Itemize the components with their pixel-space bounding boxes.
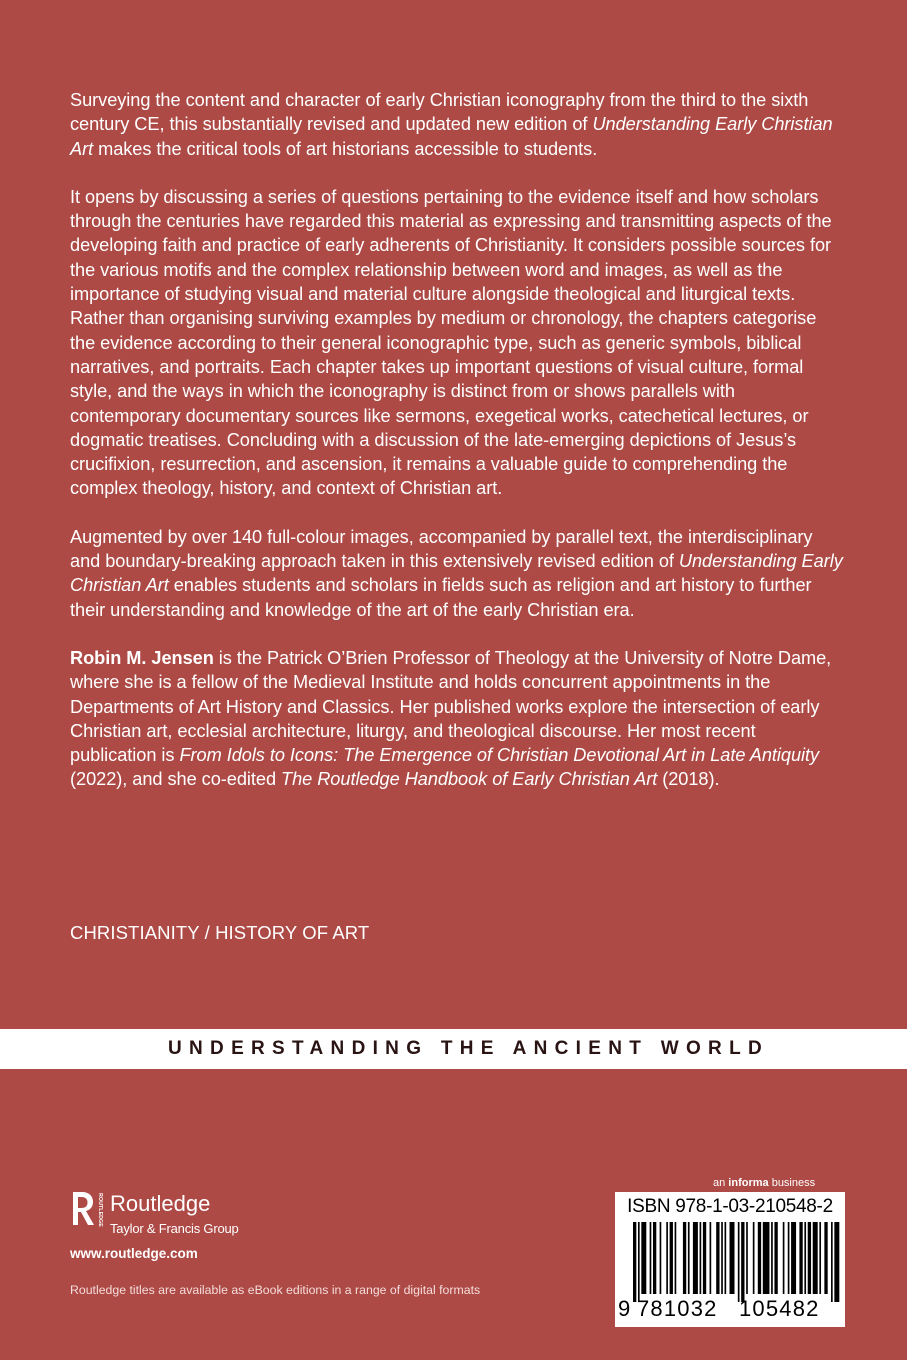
isbn-label: ISBN 978-1-03-210548-2 xyxy=(627,1196,833,1217)
barcode-bar xyxy=(788,1222,790,1294)
informa-business-label xyxy=(713,1177,815,1189)
barcode-bar xyxy=(783,1222,785,1294)
informa-suffix: business xyxy=(768,1177,816,1189)
barcode-bar xyxy=(693,1222,698,1294)
barcode-bar xyxy=(700,1222,702,1294)
barcode-bar xyxy=(666,1222,668,1294)
routledge-logo-icon xyxy=(70,1190,102,1240)
informa-prefix: an xyxy=(713,1177,729,1189)
barcode-bar xyxy=(670,1222,673,1294)
barcode-bar xyxy=(730,1222,735,1294)
blurb-paragraph-3 xyxy=(70,525,845,622)
blurb-text: Augmented by over 140 full-colour images, accompanied by parallel text, the interdisciplinary and boundary-breaking approach taken in this extensively revised edition of xyxy=(70,526,813,572)
barcode-bar xyxy=(808,1222,811,1294)
subject-category: CHRISTIANITY / HISTORY OF ART xyxy=(70,922,370,943)
barcode-bar xyxy=(688,1222,690,1294)
ebook-note: Routledge titles are available as eBook editions in a range of digital formats xyxy=(70,1283,481,1297)
blurb-text: makes the critical tools of art historians accessible to students. xyxy=(93,138,598,159)
barcode-digit-first: 9 xyxy=(618,1296,631,1321)
barcode-bar xyxy=(834,1222,839,1302)
author-name: Robin M. Jensen xyxy=(70,647,214,668)
publisher-logo xyxy=(70,1190,270,1240)
barcode-bar xyxy=(675,1222,677,1294)
barcode-bar xyxy=(824,1222,827,1294)
barcode-bar xyxy=(710,1222,712,1294)
barcode-digits-left: 781032 xyxy=(637,1296,718,1321)
barcode-bar xyxy=(653,1222,656,1294)
barcode-bar xyxy=(758,1222,761,1294)
barcode-bar xyxy=(753,1222,755,1294)
barcode-bar xyxy=(819,1222,821,1294)
barcode-bar xyxy=(746,1222,748,1294)
barcode-bar xyxy=(650,1222,652,1294)
blurb-paragraph-2: It opens by discussing a series of questions pertaining to the evidence itself and how scholars through the centuries have regarded this material as expressing and transmitting aspects of the developing faith and practice of early adherents of Christianity. It considers possible sources for the various motifs and the complex relationship between word and images, as well as the importance of studying visual and material culture alongside theological and liturgical texts. Rather than organising surviving examples by medium or chronology, the chapters categorise the evidence according to their general iconographic type, such as generic symbols, biblical narratives, and portraits. Each chapter takes up important questions of visual culture, formal style, and the ways in which the iconography is distinct from or shows parallels with contemporary documentary sources like sermons, exegetical works, catechetical lectures, or dogmatic treatises. Concluding with a discussion of the late-emerging depictions of Jesus’s crucifixion, resurrection, and ascension, it remains a valuable guide to comprehending the complex theology, history, and context of Christian art. xyxy=(70,186,832,499)
barcode-bar xyxy=(804,1222,806,1294)
series-title: UNDERSTANDING THE ANCIENT WORLD xyxy=(168,1038,770,1059)
barcode-bar xyxy=(721,1222,723,1294)
barcode-bar xyxy=(771,1222,773,1294)
author-work-title: The Routledge Handbook of Early Christian Art xyxy=(281,769,658,790)
barcode-bar xyxy=(738,1222,740,1302)
barcode-bar xyxy=(799,1222,802,1294)
barcode-bar xyxy=(791,1222,796,1294)
book-title: Understanding Early Christian Art xyxy=(70,551,843,596)
blurb-paragraph-1 xyxy=(70,88,845,161)
publisher-tagline: Taylor & Francis Group xyxy=(110,1221,239,1236)
bio-text: (2022), and she co-edited xyxy=(70,769,282,790)
back-cover-blurb xyxy=(70,88,845,816)
barcode-bar xyxy=(774,1222,777,1294)
blurb-text: Surveying the content and character of early Christian iconography from the third to the sixth century CE, this substantially revised and updated new edition of xyxy=(70,90,809,135)
publisher-url: www.routledge.com xyxy=(70,1246,198,1261)
barcode-bar xyxy=(725,1222,727,1294)
isbn-barcode xyxy=(615,1192,845,1327)
series-band xyxy=(0,1029,907,1069)
blurb-text: enables students and scholars in fields such as religion and art history to further their understanding and knowledge of the art of the early Christian era. xyxy=(70,575,812,620)
barcode-bar xyxy=(763,1222,770,1294)
barcode-bar xyxy=(638,1222,640,1302)
informa-word: informa xyxy=(728,1177,769,1189)
author-bio xyxy=(70,646,845,792)
barcode-bar xyxy=(633,1222,636,1302)
barcode-bar xyxy=(831,1222,833,1302)
barcode-bar xyxy=(641,1222,646,1294)
bio-text: is the Patrick O’Brien Professor of Theology at the University of Notre Dame, where she is a fellow of the Medieval Institute and holds concurrent appointments in the Departments of Art History and Classics. Her published works explore the intersection of early Christian art, ecclesial architecture, liturgy, and theological discourse. Her most recent publication is xyxy=(70,647,832,766)
author-work-title: From Idols to Icons: The Emergence of Christian Devotional Art in Late Antiquity xyxy=(179,745,820,766)
bio-text: (2018). xyxy=(657,769,720,790)
barcode-bar xyxy=(703,1222,706,1294)
barcode-digits-right: 105482 xyxy=(739,1296,820,1321)
barcode-bar xyxy=(813,1222,818,1294)
barcode-bar xyxy=(716,1222,719,1294)
book-title: Understanding Early Christian Art xyxy=(70,114,833,159)
logo-spine-text: ROUTLEDGE xyxy=(97,1193,103,1227)
barcode-bar xyxy=(683,1222,686,1294)
barcode-bars xyxy=(633,1222,841,1302)
barcode-bar xyxy=(741,1222,744,1302)
barcode-bar xyxy=(660,1222,662,1294)
publisher-name: Routledge xyxy=(110,1191,211,1216)
